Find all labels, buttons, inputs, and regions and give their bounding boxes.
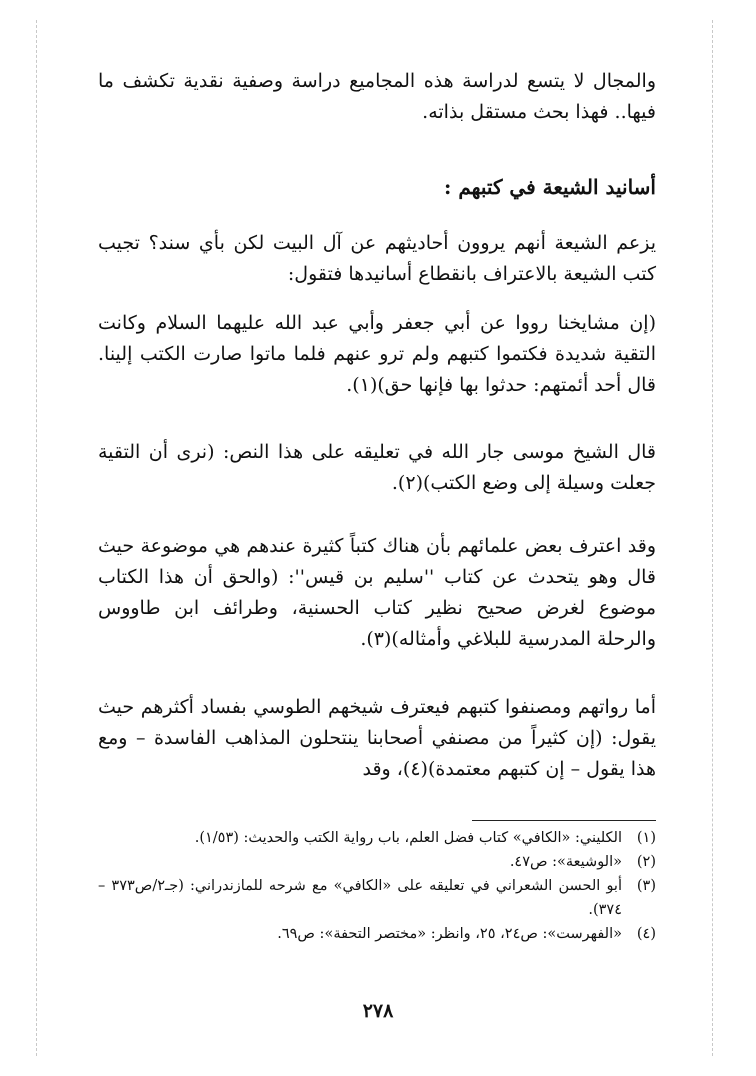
section-heading: أسانيد الشيعة في كتبهم : bbox=[444, 175, 656, 199]
footnote-divider bbox=[472, 820, 656, 821]
intro-paragraph: والمجال لا يتسع لدراسة هذه المجاميع دراسة وصفية نقدية تكشف ما فيها.. فهذا بحث مستقل بذاته. bbox=[98, 70, 656, 123]
footnote-1 bbox=[98, 826, 656, 850]
footnotes bbox=[98, 826, 656, 946]
paragraph-2-quote: (إن مشايخنا رووا عن أبي جعفر وأبي عبد الله عليهما السلام وكانت التقية شديدة فكتموا كتبهم ولم ترو عنهم فلما ماتوا صارت الكتب إلينا. قال أحد أئمتهم: حدثوا بها فإنها حق)(١). bbox=[98, 312, 656, 396]
right-margin-guide bbox=[712, 20, 713, 1056]
footnote-text: أبو الحسن الشعراني في تعليقه على «الكافي» مع شرحه للمازندراني: (جـ٢/ص٣٧٣ –٣٧٤). bbox=[98, 878, 622, 918]
paragraph-3: قال الشيخ موسى جار الله في تعليقه على هذا النص: (نرى أن التقية جعلت وسيلة إلى وضع الكتب)(٢). bbox=[98, 441, 656, 494]
footnote-number: (٣) bbox=[636, 878, 656, 894]
left-margin-guide bbox=[36, 20, 37, 1056]
paragraph-5: أما رواتهم ومصنفوا كتبهم فيعترف شيخهم الطوسي بفساد أكثرهم حيث يقول: (إن كثيراً من مصنفي أصحابنا ينتحلون المذاهب الفاسدة – ومع هذا يقول – إن كتبهم معتمدة)(٤)، وقد bbox=[98, 696, 656, 780]
paragraph-1: يزعم الشيعة أنهم يروون أحاديثهم عن آل البيت لكن بأي سند؟ تجيب كتب الشيعة بالاعتراف بانقطاع أسانيدها فتقول: bbox=[98, 232, 656, 285]
paragraph-4: وقد اعترف بعض علمائهم بأن هناك كتباً كثيرة عندهم هي موضوعة حيث قال وهو يتحدث عن كتاب ''سليم بن قيس'': (والحق أن هذا الكتاب موضوع لغرض صحيح نظير كتاب الحسنية، وطرائف ابن طاووس والرحلة المدرسية للبلاغي وأمثاله)(٣). bbox=[98, 535, 656, 650]
page-number: ٢٧٨ bbox=[362, 1000, 394, 1022]
footnote-text: «الوشيعة»: ص٤٧. bbox=[509, 854, 622, 870]
footnote-2 bbox=[98, 850, 656, 874]
footnote-text: الكليني: «الكافي» كتاب فضل العلم، باب رواية الكتب والحديث: (١/٥٣). bbox=[194, 830, 622, 846]
footnote-number: (٢) bbox=[636, 854, 656, 870]
footnote-3 bbox=[98, 874, 656, 922]
footnote-number: (١) bbox=[636, 830, 656, 846]
footnote-number: (٤) bbox=[636, 926, 656, 942]
footnote-text: «الفهرست»: ص٢٤، ٢٥، وانظر: «مختصر التحفة»: ص٦٩. bbox=[277, 926, 622, 942]
footnote-4 bbox=[98, 922, 656, 946]
